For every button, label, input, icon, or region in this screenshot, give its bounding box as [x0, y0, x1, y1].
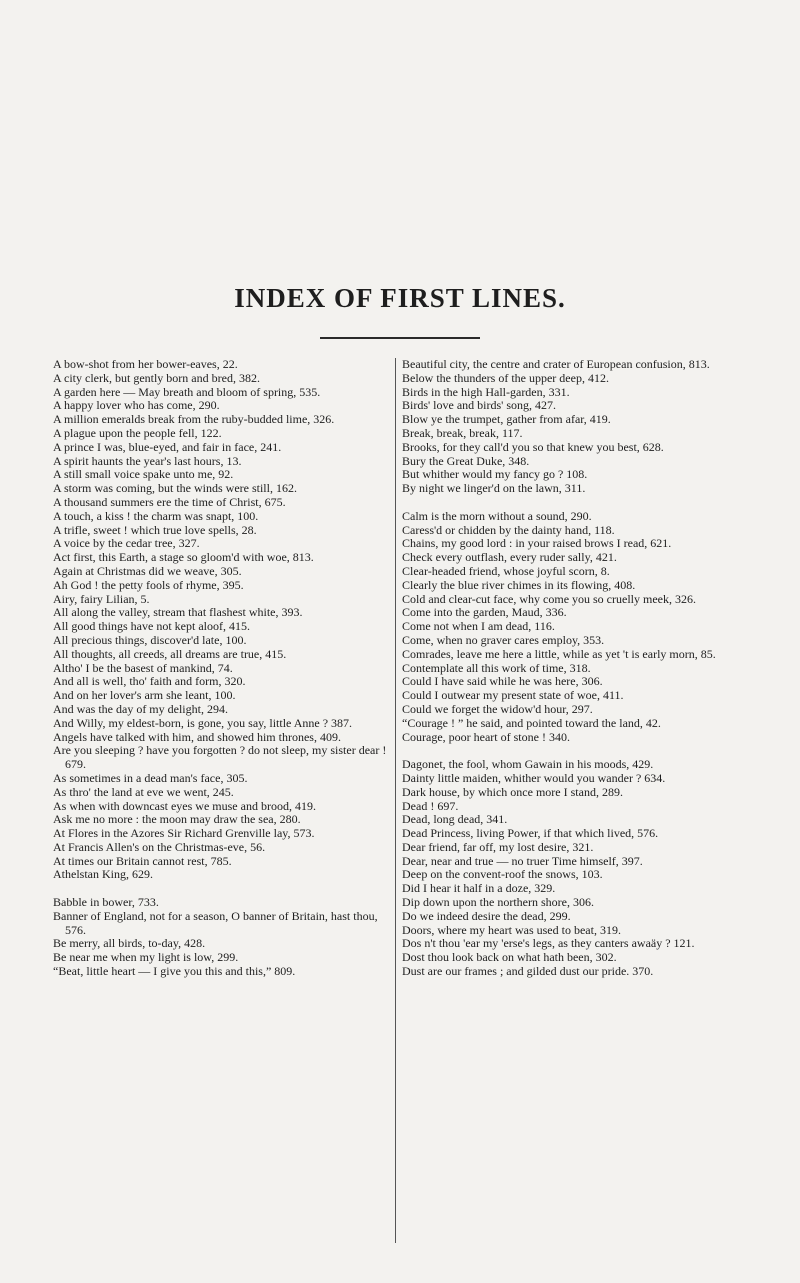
- index-entry: A plague upon the people fell, 122.: [53, 425, 222, 440]
- title-rule: [320, 337, 480, 339]
- index-entry: Athelstan King, 629.: [53, 867, 153, 882]
- index-entry: Angels have talked with him, and showed him thrones, 409.: [53, 729, 341, 744]
- index-entry: All along the valley, stream that flashest white, 393.: [53, 605, 303, 620]
- index-entry: A prince I was, blue-eyed, and fair in face, 241.: [53, 439, 282, 454]
- index-entry: Come not when I am dead, 116.: [402, 619, 555, 634]
- index-entry: And on her lover's arm she leant, 100.: [53, 688, 236, 703]
- index-entry: Could we forget the widow'd hour, 297.: [402, 701, 593, 716]
- index-entry: Are you sleeping ? have you forgotten ? do not sleep, my sister dear ! 679.: [53, 743, 387, 772]
- index-entry: Dear friend, far off, my lost desire, 321.: [402, 839, 594, 854]
- index-entry: Dust are our frames ; and gilded dust our pride. 370.: [402, 964, 654, 979]
- index-entry: At times our Britain cannot rest, 785.: [53, 853, 232, 868]
- index-entry: Break, break, break, 117.: [402, 425, 523, 440]
- index-entry: A happy lover who has come, 290.: [53, 398, 220, 413]
- index-entry: Dip down upon the northern shore, 306.: [402, 895, 594, 910]
- right-column: [402, 358, 754, 979]
- index-entry: Dos n't thou 'ear my 'erse's legs, as they canters awaäy ? 121.: [402, 936, 695, 951]
- index-entry: And was the day of my delight, 294.: [53, 701, 228, 716]
- index-entry: As when with downcast eyes we muse and brood, 419.: [53, 798, 316, 813]
- index-entry: As thro' the land at eve we went, 245.: [53, 784, 234, 799]
- index-entry: Altho' I be the basest of mankind, 74.: [53, 660, 233, 675]
- index-entry: A still small voice spake unto me, 92.: [53, 467, 234, 482]
- index-entry: At Francis Allen's on the Christmas-eve, 56.: [53, 839, 266, 854]
- index-entry: Dagonet, the fool, whom Gawain in his moods, 429.: [402, 757, 654, 772]
- index-entry: A voice by the cedar tree, 327.: [53, 536, 200, 551]
- index-entry: Airy, fairy Lilian, 5.: [53, 591, 150, 606]
- index-entry: Clearly the blue river chimes in its flowing, 408.: [402, 577, 636, 592]
- index-entry: And all is well, tho' faith and form, 320.: [53, 674, 246, 689]
- index-entry: Did I hear it half in a doze, 329.: [402, 881, 556, 896]
- index-entry: Come into the garden, Maud, 336.: [402, 605, 567, 620]
- index-entry: Be near me when my light is low, 299.: [53, 950, 239, 965]
- index-entry: Dear, near and true — no truer Time himself, 397.: [402, 853, 643, 868]
- section-gap: [402, 496, 754, 510]
- index-entry: Ask me no more : the moon may draw the sea, 280.: [53, 812, 301, 827]
- index-entry: Babble in bower, 733.: [53, 895, 159, 910]
- index-entry: Be merry, all birds, to-day, 428.: [53, 936, 206, 951]
- index-entry: Dead Princess, living Power, if that which lived, 576.: [402, 826, 659, 841]
- index-entry: Come, when no graver cares employ, 353.: [402, 632, 605, 647]
- index-entry: A trifle, sweet ! which true love spells, 28.: [53, 522, 257, 537]
- index-entry: Calm is the morn without a sound, 290.: [402, 508, 592, 523]
- index-entry: Clear-headed friend, whose joyful scorn, 8.: [402, 563, 610, 578]
- column-divider: [395, 358, 396, 1243]
- index-entry: Birds' love and birds' song, 427.: [402, 398, 556, 413]
- section-gap: [402, 744, 754, 758]
- index-entry: Could I have said while he was here, 306.: [402, 674, 603, 689]
- left-column: [53, 358, 401, 979]
- index-entry: All precious things, discover'd late, 100.: [53, 632, 247, 647]
- index-entry: Deep on the convent-roof the snows, 103.: [402, 867, 603, 882]
- index-entry: A spirit haunts the year's last hours, 13.: [53, 453, 242, 468]
- index-entry: Courage, poor heart of stone ! 340.: [402, 729, 570, 744]
- index-entry: “Beat, little heart — I give you this and this,” 809.: [53, 964, 296, 979]
- section-gap: [53, 882, 401, 896]
- index-entry: But whither would my fancy go ? 108.: [402, 467, 588, 482]
- index-entry: Brooks, for they call'd you so that knew you best, 628.: [402, 439, 664, 454]
- index-entry: A city clerk, but gently born and bred, 382.: [53, 370, 260, 385]
- index-entry: Contemplate all this work of time, 318.: [402, 660, 591, 675]
- index-entry: Caress'd or chidden by the dainty hand, 118.: [402, 522, 615, 537]
- index-entry: Dead ! 697.: [402, 798, 459, 813]
- index-entry: Banner of England, not for a season, O banner of Britain, hast thou, 576.: [53, 908, 378, 937]
- index-entry: Below the thunders of the upper deep, 412.: [402, 370, 609, 385]
- index-entry: Again at Christmas did we weave, 305.: [53, 563, 242, 578]
- index-entry: Dark house, by which once more I stand, 289.: [402, 784, 623, 799]
- index-entry: Could I outwear my present state of woe, 411.: [402, 688, 624, 703]
- index-entry: Check every outflash, every ruder sally, 421.: [402, 550, 617, 565]
- index-entry: Dost thou look back on what hath been, 302.: [402, 950, 617, 965]
- index-entry: At Flores in the Azores Sir Richard Grenville lay, 573.: [53, 826, 315, 841]
- index-entry: Comrades, leave me here a little, while as yet 't is early morn, 85.: [402, 646, 716, 661]
- index-entry: A touch, a kiss ! the charm was snapt, 100.: [53, 508, 259, 523]
- index-entry: As sometimes in a dead man's face, 305.: [53, 770, 248, 785]
- index-entry: Ah God ! the petty fools of rhyme, 395.: [53, 577, 244, 592]
- index-entry: Chains, my good lord : in your raised brows I read, 621.: [402, 536, 672, 551]
- index-entry: A thousand summers ere the time of Christ, 675.: [53, 494, 286, 509]
- index-entry: All good things have not kept aloof, 415.: [53, 619, 250, 634]
- index-entry: And Willy, my eldest-born, is gone, you say, little Anne ? 387.: [53, 715, 353, 730]
- index-entry: Bury the Great Duke, 348.: [402, 453, 530, 468]
- index-entry: A storm was coming, but the winds were still, 162.: [53, 481, 297, 496]
- index-entry: All thoughts, all creeds, all dreams are true, 415.: [53, 646, 287, 661]
- index-entry: Doors, where my heart was used to beat, 319.: [402, 922, 621, 937]
- index-entry: A garden here — May breath and bloom of spring, 535.: [53, 384, 321, 399]
- index-entry: Beautiful city, the centre and crater of European confusion, 813.: [402, 357, 710, 371]
- index-entry: Act first, this Earth, a stage so gloom'd with woe, 813.: [53, 550, 314, 565]
- page-title: INDEX OF FIRST LINES.: [234, 283, 566, 313]
- index-entry: Dainty little maiden, whither would you wander ? 634.: [402, 770, 666, 785]
- index-entry: Do we indeed desire the dead, 299.: [402, 908, 571, 923]
- index-entry: Dead, long dead, 341.: [402, 812, 508, 827]
- index-entry: Birds in the high Hall-garden, 331.: [402, 384, 570, 399]
- index-entry: Blow ye the trumpet, gather from afar, 419.: [402, 412, 611, 427]
- index-entry: A bow-shot from her bower-eaves, 22.: [53, 357, 238, 371]
- index-entry: By night we linger'd on the lawn, 311.: [402, 481, 586, 496]
- index-entry: A million emeralds break from the ruby-budded lime, 326.: [53, 412, 335, 427]
- index-entry: “Courage ! ” he said, and pointed toward the land, 42.: [402, 715, 661, 730]
- index-entry: Cold and clear-cut face, why come you so cruelly meek, 326.: [402, 591, 696, 606]
